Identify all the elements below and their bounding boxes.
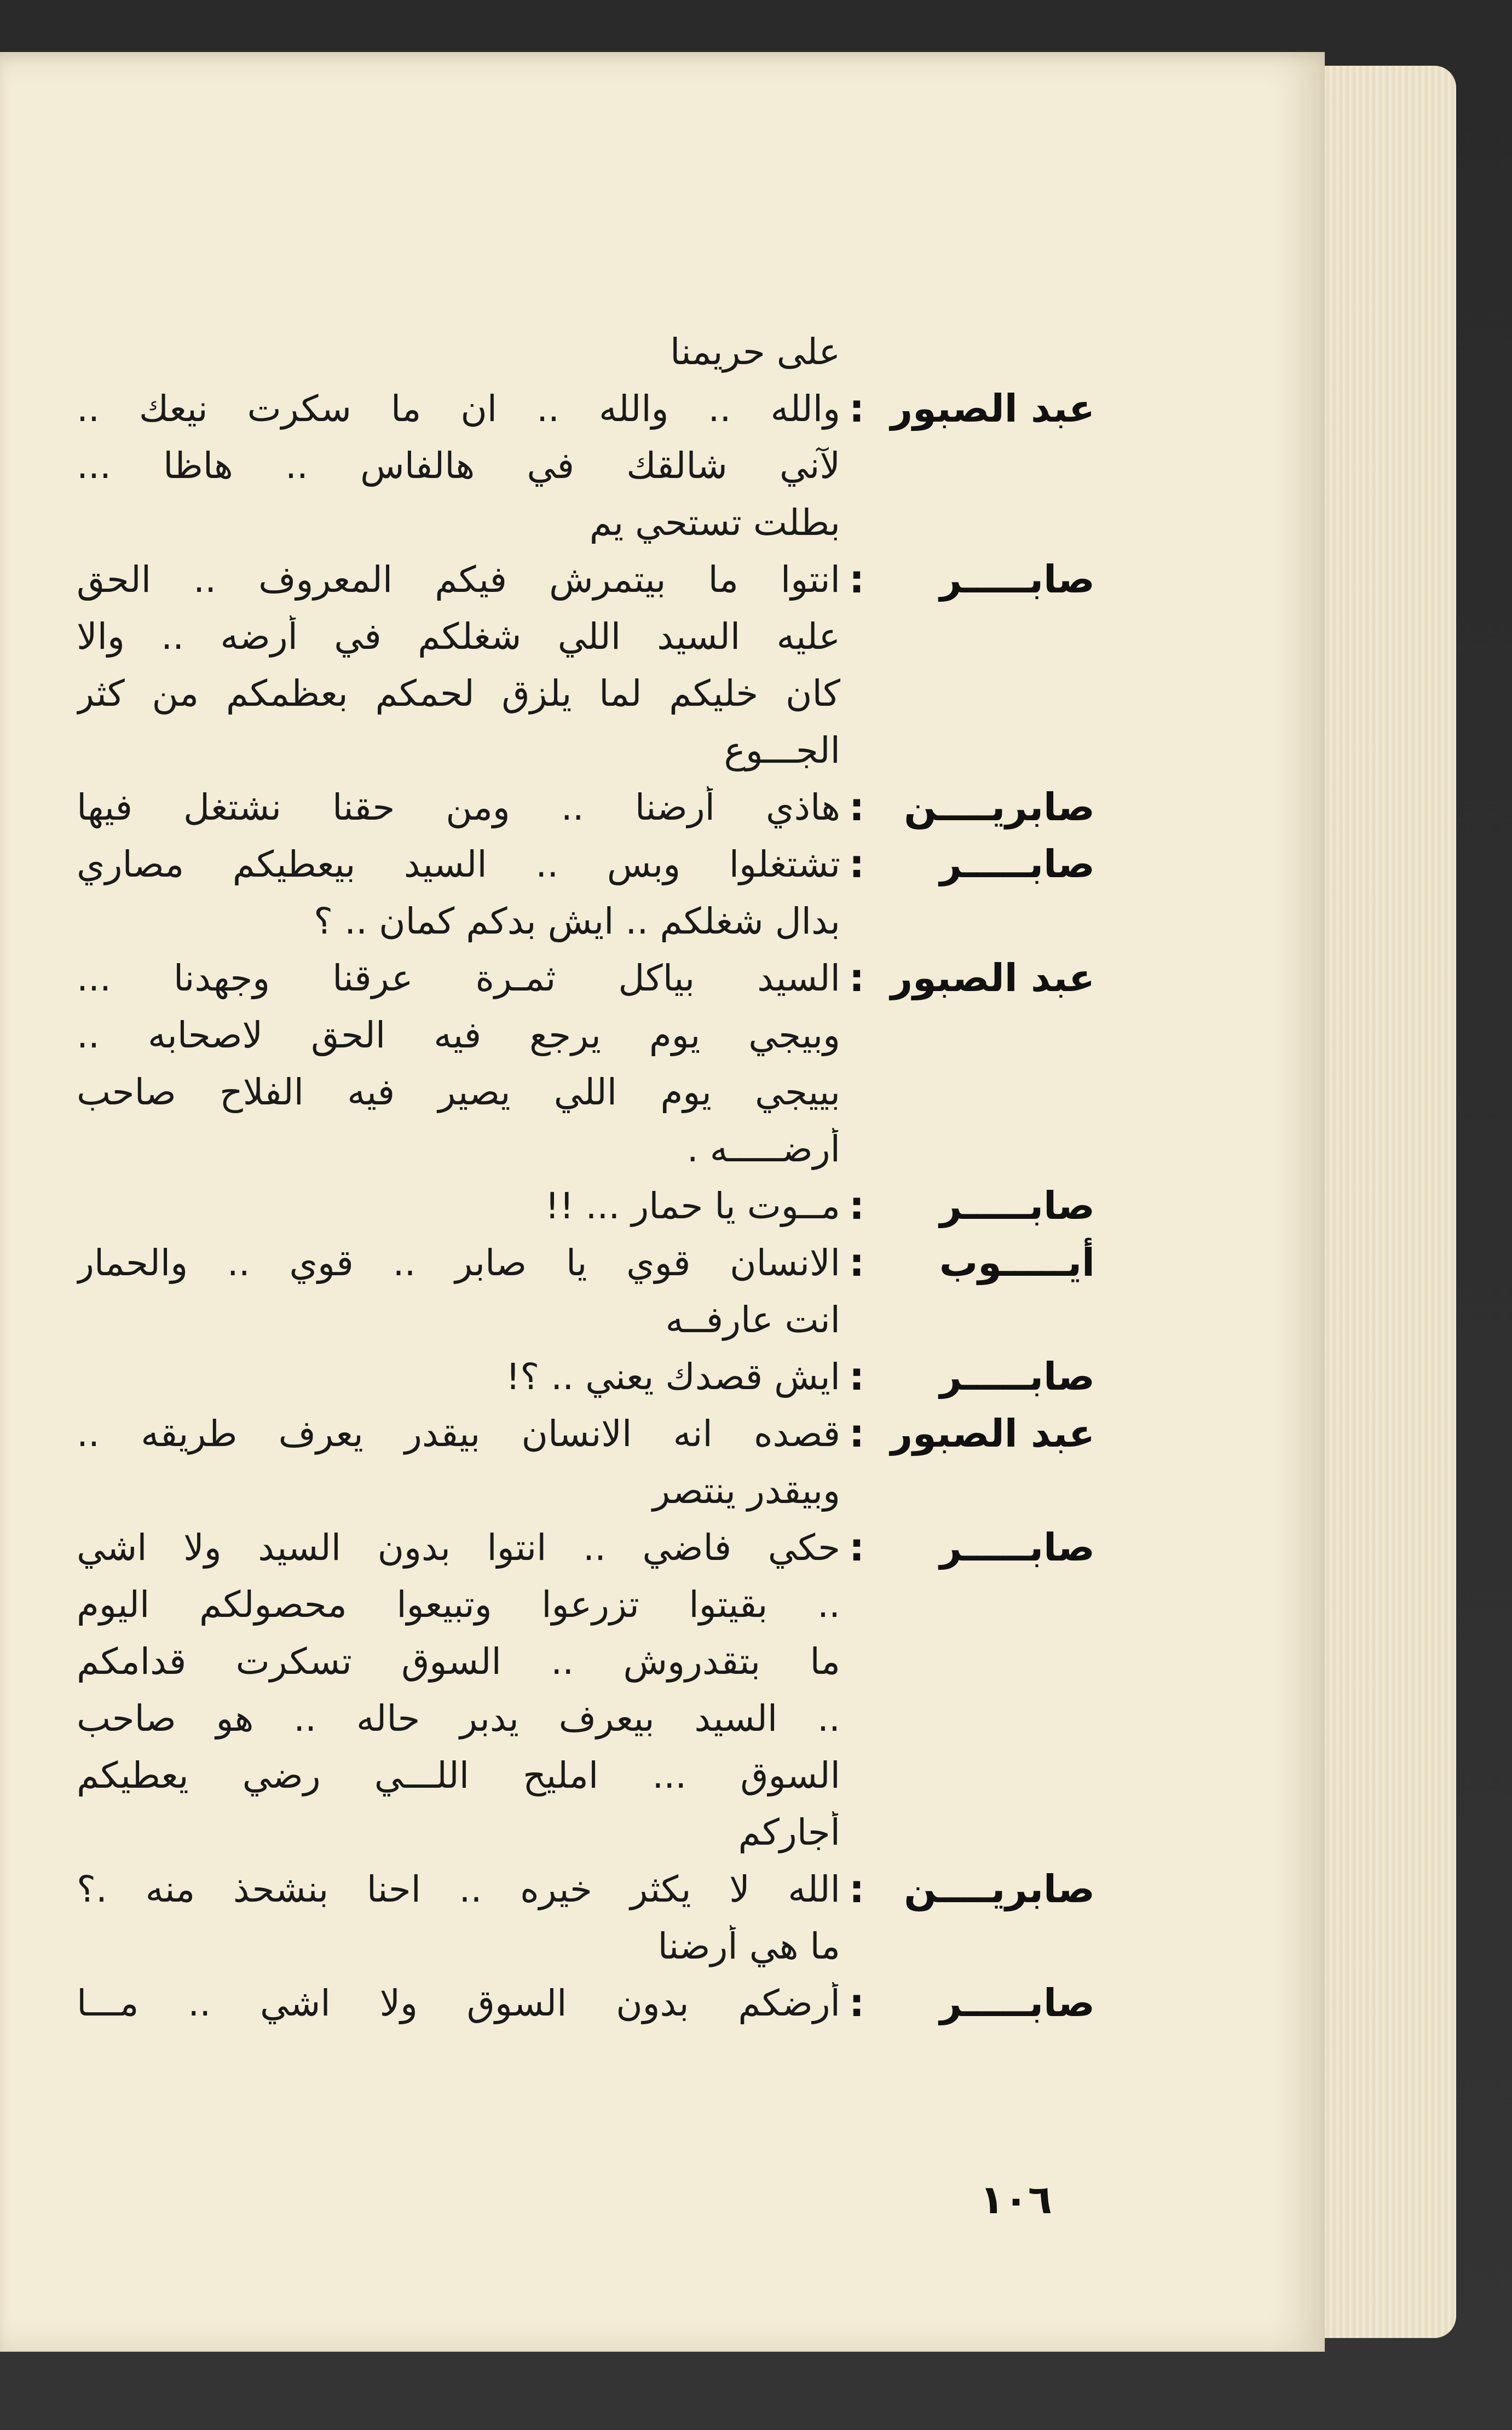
dialogue-line [77, 665, 1095, 722]
speaker-colon: : [849, 955, 864, 1000]
dialogue-text: ما هي أرضنا [657, 1925, 840, 1967]
dialogue-line [77, 1519, 1095, 1576]
speaker-colon: : [849, 1354, 864, 1399]
dialogue-line [77, 1974, 1095, 2031]
dialogue-text: ما بتقدروش .. السوق تسكرت قدامكم [77, 1640, 840, 1683]
dialogue-line [77, 1177, 1095, 1234]
dialogue-text: .. بقيتوا تزرعوا وتبيعوا محصولكم اليوم [77, 1583, 840, 1626]
dialogue-text: حكي فاضي .. انتوا بدون السيد ولا اشي [77, 1526, 840, 1569]
page-number: ١٠٦ [980, 2176, 1052, 2222]
dialogue-text: مــوت يا حمار ... !! [545, 1184, 840, 1227]
speaker-name: صابـــــر [939, 1980, 1095, 2025]
dialogue-line [77, 494, 1095, 551]
dialogue-text: لآني شالقك في هالفاس .. هاظا ... [77, 444, 840, 487]
speaker-colon: : [849, 557, 864, 602]
dialogue-text: بييجي يوم اللي يصير فيه الفلاح صاحب [77, 1070, 840, 1113]
dialogue-line [77, 779, 1095, 836]
dialogue-line [77, 1861, 1095, 1917]
dialogue-line [77, 323, 1095, 380]
dialogue-line [77, 1462, 1095, 1519]
dialogue-line [77, 1690, 1095, 1747]
dialogue-line [77, 1291, 1095, 1348]
dialogue-text: قصده انه الانسان بيقدر يعرف طريقه .. [77, 1412, 840, 1455]
dialogue-line [77, 722, 1095, 779]
dialogue-line [77, 1804, 1095, 1861]
speaker-name: أيـــــوب [939, 1240, 1095, 1285]
speaker-colon: : [849, 785, 864, 830]
speaker-name: عبد الصبور [890, 386, 1095, 431]
dialogue-line [77, 380, 1095, 437]
speaker-colon: : [849, 1980, 864, 2025]
dialogue-text: انت عارفــه [665, 1298, 840, 1341]
speaker-name: صابـــــر [939, 557, 1095, 602]
dialogue-text: وبيقدر ينتصر [653, 1469, 840, 1512]
speaker-name: صابـــــر [939, 1354, 1095, 1399]
dialogue-line [77, 949, 1095, 1006]
dialogue-text: وبيجي يوم يرجع فيه الحق لاصحابه .. [77, 1014, 840, 1056]
dialogue-line [77, 551, 1095, 608]
dialogue-text: والله .. والله .. ان ما سكرت نيعك .. [77, 387, 840, 430]
dialogue-text: عليه السيد اللي شغلكم في أرضه .. والا [77, 615, 840, 658]
dialogue-line [77, 1405, 1095, 1462]
dialogue-line [77, 608, 1095, 665]
speaker-colon: : [849, 1183, 864, 1228]
dialogue-text: كان خليكم لما يلزق لحمكم بعظمكم من كثر [77, 672, 840, 715]
dialogue-text: ايش قصدك يعني .. ؟! [505, 1355, 840, 1398]
dialogue-text: الله لا يكثر خيره .. احنا بنشحذ منه .؟ [77, 1868, 840, 1910]
dialogue-line [77, 1234, 1095, 1291]
dialogue-text: أرضـــــه . [686, 1127, 840, 1170]
dialogue-text: الجـــوع [724, 729, 840, 771]
dialogue-line [77, 1348, 1095, 1405]
speaker-colon: : [849, 1867, 864, 1911]
speaker-colon: : [849, 1525, 864, 1570]
dialogue-text: بدال شغلكم .. ايش بدكم كمان .. ؟ [314, 900, 840, 942]
dialogue-line [77, 1633, 1095, 1690]
speaker-colon: : [849, 1240, 864, 1285]
speaker-colon: : [849, 1411, 864, 1456]
dialogue-text: السيد بياكل ثمـرة عرقنا وجهدنا ... [77, 957, 840, 999]
speaker-name: عبد الصبور [890, 1411, 1095, 1456]
dialogue-text: تشتغلوا وبس .. السيد بيعطيكم مصاري [77, 843, 840, 885]
speaker-colon: : [849, 386, 864, 431]
dialogue-text: أرضكم بدون السوق ولا اشي .. مـــا [77, 1982, 840, 2024]
dialogue-text: الانسان قوي يا صابر .. قوي .. والحمار [77, 1241, 840, 1284]
dialogue-text: هاذي أرضنا .. ومن حقنا نشتغل فيها [77, 786, 840, 828]
dialogue-line [77, 1576, 1095, 1633]
dialogue-text: على حريمنا [670, 330, 840, 373]
speaker-name: صابـــــر [939, 1525, 1095, 1570]
dialogue-text: السوق ... امليح اللـــي رضي يعطيكم [77, 1754, 840, 1796]
dialogue-text: .. السيد بيعرف يدبر حاله .. هو صاحب [77, 1697, 840, 1740]
dialogue-text: انتوا ما بيتمرش فيكم المعروف .. الحق [77, 558, 840, 601]
dialogue-line [77, 836, 1095, 892]
speaker-name: عبد الصبور [890, 955, 1095, 1000]
play-dialogue [77, 323, 1095, 2031]
dialogue-line [77, 437, 1095, 494]
dialogue-text: أجاركم [738, 1811, 840, 1853]
dialogue-line [77, 1917, 1095, 1974]
speaker-name: صابريــــن [904, 785, 1095, 830]
book-page [0, 52, 1325, 2352]
dialogue-line [77, 1120, 1095, 1177]
speaker-name: صابريــــن [904, 1867, 1095, 1911]
dialogue-line [77, 1063, 1095, 1120]
dialogue-line [77, 892, 1095, 949]
dialogue-line [77, 1006, 1095, 1063]
dialogue-line [77, 1747, 1095, 1804]
speaker-colon: : [849, 842, 864, 886]
speaker-name: صابـــــر [939, 1183, 1095, 1228]
speaker-name: صابـــــر [939, 842, 1095, 886]
dialogue-text: بطلت تستحي يم [589, 501, 840, 544]
